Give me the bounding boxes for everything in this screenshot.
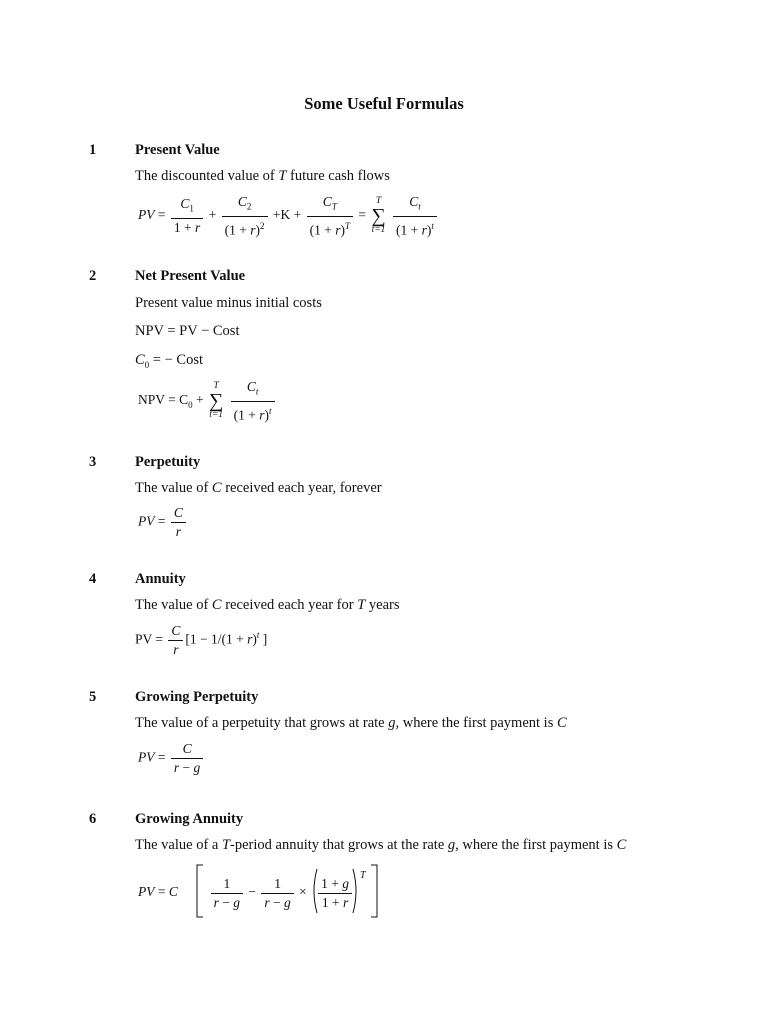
section-description: The discounted value of T future cash flows <box>135 168 390 184</box>
section-heading-present-value: Present Value <box>135 142 220 158</box>
section-number: 6 <box>89 811 97 827</box>
section-description: The value of C received each year, forever <box>135 480 382 496</box>
section-heading-growing-annuity: Growing Annuity <box>135 811 244 827</box>
section-number: 5 <box>89 689 97 705</box>
formula-annuity: PV = $\frac{C}{r}$ [$1 - 1/(1 + r)^t$ ] <box>135 623 268 657</box>
left-bracket <box>195 864 205 918</box>
section-description: The value of a perpetuity that grows at rate g, where the first payment is C <box>135 715 567 731</box>
formula-perpetuity: PV = $\frac{C}{r}$ <box>138 504 188 541</box>
section-heading-net-present-value: Net Present Value <box>135 268 246 284</box>
section-number: 4 <box>89 571 97 587</box>
formula-growing-perpetuity: PV = $\frac{C}{r - g}$ <box>138 740 205 777</box>
right-paren <box>352 868 360 914</box>
section-number: 3 <box>89 454 97 470</box>
left-paren <box>310 868 318 914</box>
section-description: Present value minus initial costs <box>135 295 322 311</box>
section-description: The value of C received each year for T years <box>135 597 400 613</box>
formula-c0: $C_0$ = − Cost <box>135 352 203 370</box>
formula-npv-sum: NPV = $C_0$ + T ∑ t=1 $\frac{C_t}{(1 + r)^t}$ <box>138 378 277 424</box>
formula-growing-annuity: PV = C $\frac{1}{r - g}$ − $\frac{1}{r - g}$ × $\frac{1 + g}{1 + r}$ $^T$ <box>138 864 379 922</box>
section-heading-growing-perpetuity: Growing Perpetuity <box>135 689 259 705</box>
section-number: 1 <box>89 142 97 158</box>
right-bracket <box>369 864 379 918</box>
section-description: The value of a T-period annuity that grows at the rate g, where the first payment is C <box>135 837 627 853</box>
page-title: Some Useful Formulas <box>304 94 464 113</box>
section-number: 2 <box>89 268 97 284</box>
formula-npv-cost: NPV = PV − Cost <box>135 323 240 339</box>
formula-present-value: PV = $\frac{C_1}{1 + r}$ + $\frac{C_2}{(1 + r)^2}$ +K + $\frac{C_T}{(1 + r)^T}$ = T ∑ t=1 $\frac{C_t}{(1 + r)^t}$ <box>138 193 439 239</box>
section-heading-annuity: Annuity <box>135 571 186 587</box>
section-heading-perpetuity: Perpetuity <box>135 454 201 470</box>
